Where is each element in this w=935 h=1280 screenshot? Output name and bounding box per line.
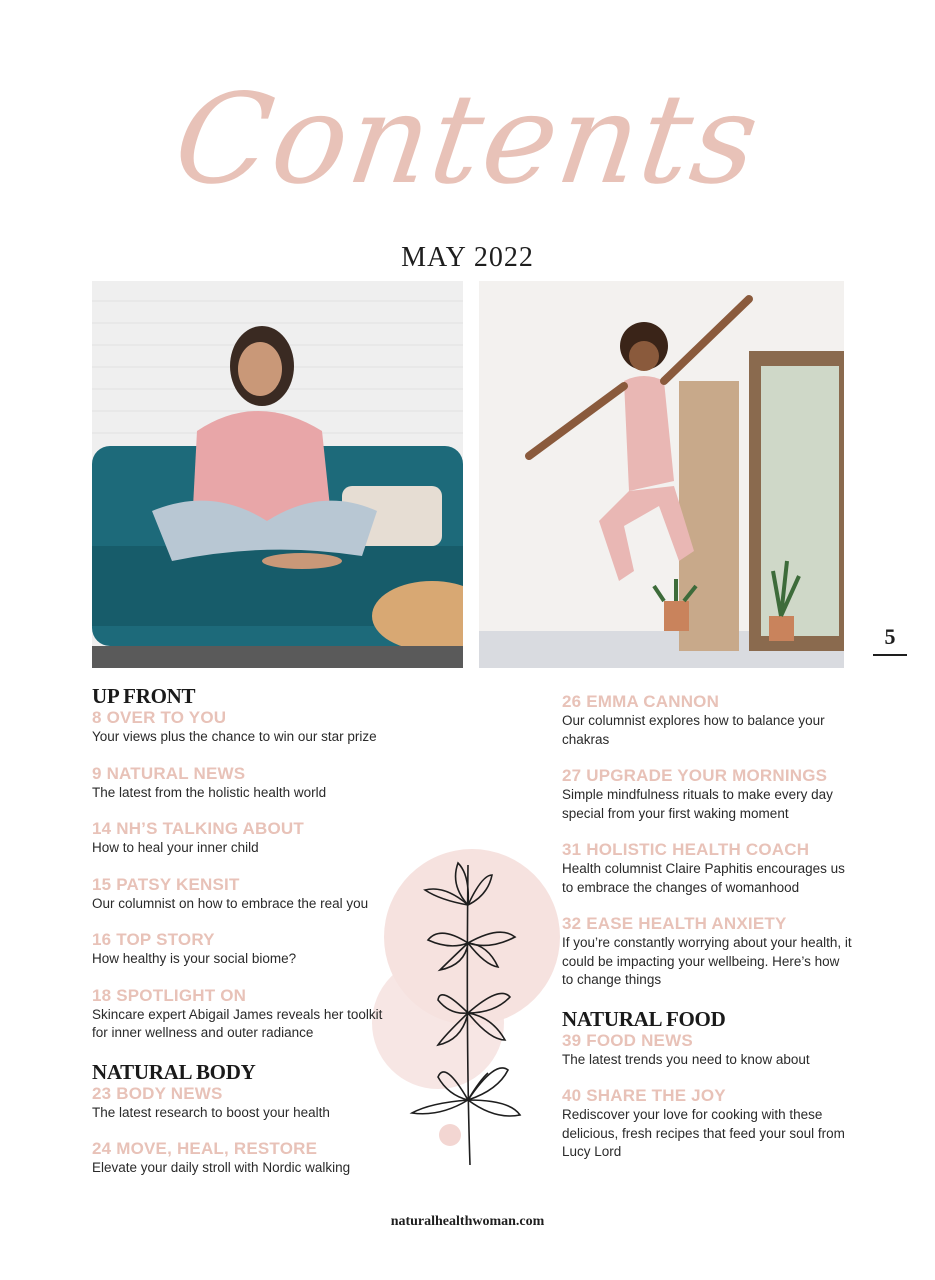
section-heading-natural-food: NATURAL FOOD [562,1006,726,1031]
entry-title: 24 MOVE, HEAL, RESTORE [92,1139,318,1158]
footer-website-link[interactable]: naturalhealthwoman.com [390,1214,545,1229]
contents-entry[interactable] [562,914,852,990]
section-heading-up-front: UP FRONT [92,684,196,708]
entry-description: Our columnist explores how to balance your chakras [562,713,825,747]
contents-left-column [92,684,392,1195]
entry-title: 40 SHARE THE JOY [562,1086,726,1105]
entry-description: Skincare expert Abigail James reveals her toolkit for inner wellness and outer radiance [92,1006,383,1040]
page-title: Contents [166,68,769,212]
contents-entry[interactable] [92,1139,392,1178]
entry-description: Rediscover your love for cooking with these delicious, fresh recipes that feed your soul from Lucy Lord [562,1107,845,1159]
entry-description: The latest research to boost your health [92,1104,330,1120]
contents-entry[interactable] [92,930,392,969]
entry-title: 14 NH’S TALKING ABOUT [92,819,304,838]
entry-title: 16 TOP STORY [92,930,215,949]
contents-entry[interactable] [92,875,392,914]
contents-entry[interactable] [92,764,392,803]
entry-title: 31 HOLISTIC HEALTH COACH [562,840,810,859]
entry-title: 8 OVER TO YOU [92,708,227,727]
entry-description: If you’re constantly worrying about your health, it could be impacting your wellbeing. Here’s how to change things [562,935,852,987]
entry-description: Simple mindfulness rituals to make every day special from your first waking moment [562,787,833,821]
issue-date: MAY 2022 [401,242,534,273]
entry-title: 15 PATSY KENSIT [92,874,240,894]
entry-description: How to heal your inner child [92,840,259,855]
entry-description: The latest from the holistic health world [92,784,327,800]
botanical-decoration [370,845,570,1175]
entry-description: The latest trends you need to know about [562,1051,810,1067]
entry-title: 32 EASE HEALTH ANXIETY [562,914,787,933]
section-heading-natural-body: NATURAL BODY [92,1059,256,1084]
contents-entry[interactable] [562,840,852,897]
entry-description: Elevate your daily stroll with Nordic walking [92,1160,351,1175]
entry-title: 26 EMMA CANNON [562,692,720,711]
entry-title: 39 FOOD NEWS [562,1030,693,1050]
contents-entry[interactable] [92,1084,392,1123]
photo-woman-headphones-sofa [92,281,463,668]
entry-title: 18 SPOTLIGHT ON [92,985,247,1005]
page-number: 5 [873,624,907,656]
entry-description: Health columnist Claire Paphitis encourages us to embrace the changes of womanhood [562,861,845,895]
contents-right-column [562,692,852,1179]
contents-entry[interactable] [562,1031,852,1070]
contents-entry[interactable] [562,692,852,749]
entry-description: How healthy is your social biome? [92,951,297,966]
entry-title: 9 NATURAL NEWS [92,763,246,783]
entry-description: Our columnist on how to embrace the real you [92,895,369,911]
contents-entry[interactable] [562,1086,852,1162]
entry-title: 23 BODY NEWS [92,1083,223,1103]
contents-entry[interactable] [92,986,392,1043]
contents-entry[interactable] [562,766,852,823]
entry-title: 27 UPGRADE YOUR MORNINGS [562,766,828,785]
photo-woman-jumping [479,281,844,668]
entry-description: Your views plus the chance to win our star prize [92,729,377,744]
contents-entry[interactable] [92,819,392,858]
contents-entry[interactable] [92,708,392,747]
